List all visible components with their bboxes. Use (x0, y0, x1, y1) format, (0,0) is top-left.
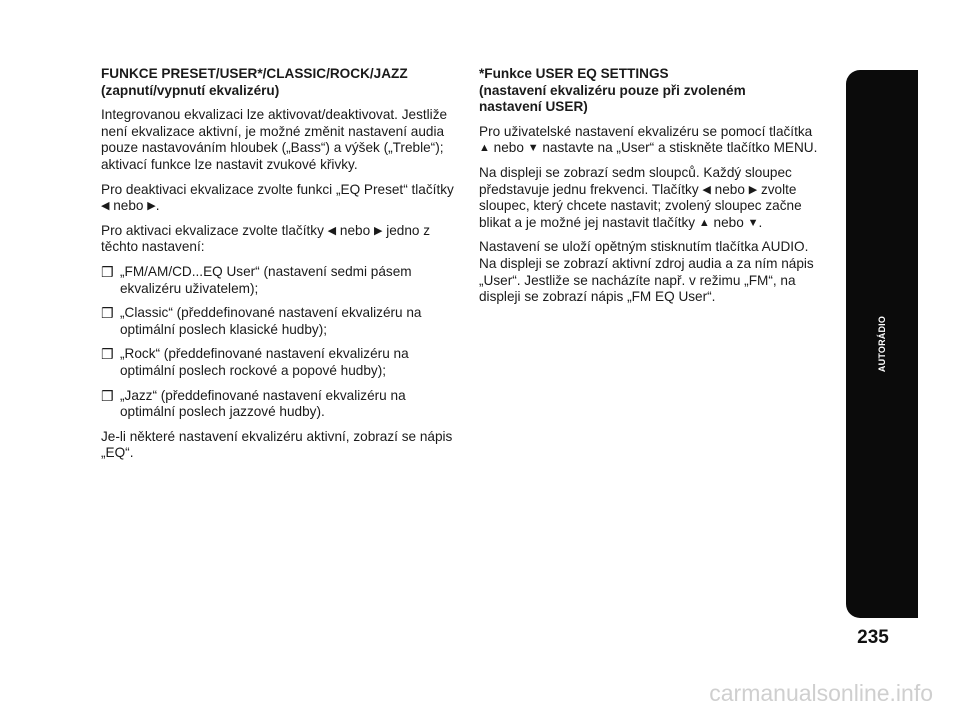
left-arrow-icon: ◀ (327, 224, 337, 237)
down-arrow-icon: ▼ (747, 216, 759, 229)
heading-line: FUNKCE PRESET/USER*/CLASSIC/ROCK/JAZZ (101, 66, 408, 81)
left-arrow-icon: ◀ (101, 200, 110, 213)
list-item (101, 264, 457, 297)
page-number: 235 (857, 627, 889, 648)
list-item-text: „Classic“ (předdefinované nastavení ekvalizéru na optimální poslech klasické hudby); (120, 305, 422, 337)
down-arrow-icon: ▼ (527, 142, 539, 155)
activate-text: Pro aktivaci ekvalizace zvolte tlačítky (101, 222, 324, 238)
right-arrow-icon: ▶ (147, 200, 156, 213)
deactivate-text: Pro deaktivaci ekvalizace zvolte funkci „EQ Preset“ tlačítky (101, 181, 454, 197)
heading-line: nastavení USER) (479, 99, 588, 115)
list-item-text: „Rock“ (předdefinované nastavení ekvalizéru na optimální poslech rockové a popové hudby); (120, 346, 409, 378)
up-arrow-icon: ▲ (479, 142, 490, 155)
section-heading-user-eq (479, 66, 825, 116)
right-arrow-icon: ▶ (373, 224, 383, 237)
chapter-tab-label: AUTORÁDIO (877, 315, 887, 373)
activate-paragraph (101, 223, 457, 256)
list-item (101, 346, 457, 379)
checkbox-bullet-icon: ❒ (101, 387, 114, 404)
intro-paragraph: Integrovanou ekvalizaci lze aktivovat/deaktivovat. Jestliže není ekvalizace aktivní, je možné změnit nastavení audia pouze nastavováním hloubek („Bass“) a výšek („Treble“); aktivací funkce lze nastavit zvukové křivky. (101, 107, 448, 172)
checkbox-bullet-icon: ❒ (101, 263, 114, 280)
heading-line: (nastavení ekvalizéru pouze při zvoleném (479, 82, 746, 98)
user-setting-paragraph (479, 124, 825, 157)
columns-middle-text: zvolte sloupec, který chcete nastavit; zvolený sloupec začne blikat a je možné jej nastavit tlačítky (479, 181, 802, 230)
or-text: nebo (493, 140, 524, 156)
deactivate-paragraph: Pro deaktivaci ekvalizace zvolte funkci „EQ Preset“ tlačítky ◀ nebo ▶. (101, 181, 454, 214)
save-paragraph: Nastavení se uloží opětným stisknutím tlačítka AUDIO. Na displeji se zobrazí aktivní zdroj audia a za ním nápis „User“. Jestliže se nacházíte např. v režimu „FM“, na displeji se zobrazí nápis „FM EQ User“. (479, 239, 814, 305)
or-text: nebo (339, 222, 371, 238)
heading-line: *Funkce USER EQ SETTINGS (479, 66, 669, 81)
chapter-tab (846, 70, 918, 618)
section-heading-preset (101, 66, 457, 99)
right-arrow-icon: ▶ (748, 183, 758, 196)
left-arrow-icon: ◀ (702, 183, 711, 196)
user-setting-text: Pro uživatelské nastavení ekvalizéru se pomocí tlačítka (479, 123, 813, 139)
list-item-text: „Jazz“ (předdefinované nastavení ekvalizéru na optimální poslech jazzové hudby). (120, 387, 406, 420)
checkbox-bullet-icon: ❒ (101, 346, 114, 363)
columns-paragraph: Na displeji se zobrazí sedm sloupců. Každý sloupec představuje jednu frekvenci. Tlačítky ◀ nebo ▶ zvolte sloupec, který chcete nastavit; zvolený sloupec začne blikat a je možné jej nastavit tlačítky ▲ nebo ▼. (479, 164, 802, 230)
or-text: nebo (713, 214, 744, 230)
or-text: nebo (113, 198, 144, 214)
checkbox-bullet-icon: ❒ (101, 305, 114, 322)
outro-paragraph: Je-li některé nastavení ekvalizéru aktivní, zobrazí se nápis „EQ“. (101, 428, 453, 461)
up-arrow-icon: ▲ (698, 216, 710, 229)
activate-suffix-text: jedno z těchto nastavení: (101, 222, 431, 255)
list-item-text: „FM/AM/CD...EQ User“ (nastavení sedmi pásem ekvalizéru uživatelem); (120, 263, 412, 296)
or-text: nebo (714, 181, 745, 197)
right-column (479, 66, 825, 314)
heading-line: (zapnutí/vypnutí ekvalizéru) (101, 82, 280, 98)
list-item (101, 305, 457, 338)
list-item (101, 388, 457, 421)
user-setting-suffix-text: nastavte na „User“ a stiskněte tlačítko MENU. (542, 140, 818, 156)
watermark: carmanualsonline.info (709, 680, 933, 706)
columns-text: Na displeji se zobrazí sedm sloupců. Každý sloupec představuje jednu frekvenci. Tlačítky (479, 164, 792, 197)
left-column (101, 66, 457, 470)
